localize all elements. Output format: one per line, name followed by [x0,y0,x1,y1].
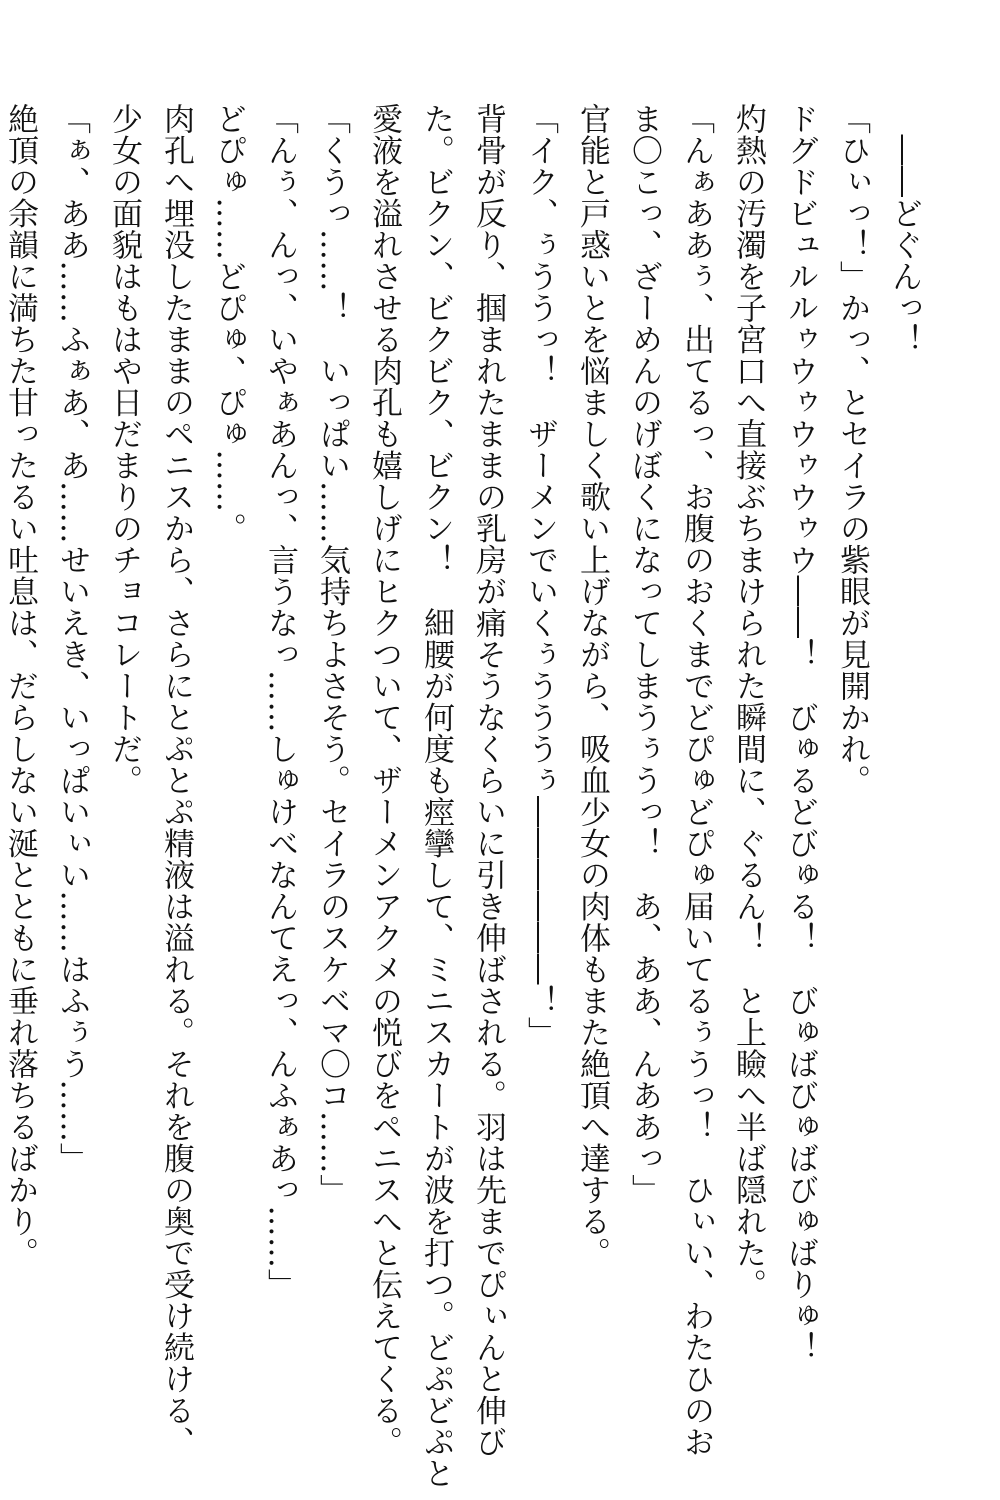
text-line: 「んぅ、んっ、いやぁあんっ、言うなっ……しゅけべなんてえっ、んふぁあっ……」 [262,103,298,1300]
text-line: 少女の面貌はもはや日だまりのチョコレートだ。 [106,103,142,796]
text-line: た。ビクン、ビクビク、ビクン！ 細腰が何度も痙攣して、ミニスカートが波を打つ。どぷどぷと [418,103,454,1489]
text-line: ――どぐんっ！ [886,103,922,355]
text-line: 背骨が反り、掴まれたままの乳房が痛そうなくらいに引き伸ばされる。羽は先までぴぃんと伸び [470,103,506,1458]
text-line: 灼熱の汚濁を子宮口へ直接ぶちまけられた瞬間に、ぐるん！ と上瞼へ半ば隠れた。 [730,103,766,1300]
text-line: 「ひぃっ！」かっ、とセイラの紫眼が見開かれ。 [834,103,870,796]
text-line: ドグドビュルルゥウゥウゥウゥウ――！ びゅるどびゅる！ びゅばびゅばびゅばりゅ！ [782,103,818,1363]
vertical-text-body [0,103,930,1489]
text-line: 「ぁ、ああ……ふぁあ、あ……せいえき、いっぱいぃい……はふぅう……」 [54,103,90,1174]
text-line: 「イク、ぅううっ！ ザーメンでいくぅうううぅ――――――！」 [522,103,558,1048]
text-line: 肉孔へ埋没したままのペニスから、さらにとぷとぷ精液は溢れる。それを腹の奥で受け続ける、 [158,103,194,1458]
text-line: 官能と戸惑いとを悩ましく歌い上げながら、吸血少女の肉体もまた絶頂へ達する。 [574,103,610,1269]
text-line: 「くうっ……！ いっぱい……気持ちよさそう。セイラのスケベマ〇コ……」 [314,103,350,1206]
text-line: どぴゅ……どぴゅ、ぴゅ……。 [210,103,246,544]
text-line: 愛液を溢れさせる肉孔も嬉しげにヒクついて、ザーメンアクメの悦びをペニスへと伝えてくる。 [366,103,402,1458]
text-line: 「んぁああぅ、出てるっ、お腹のおくまでどぴゅどぴゅ届いてるぅうっ！ ひぃい、わたひのお [678,103,714,1458]
text-line: 絶頂の余韻に満ちた甘ったるい吐息は、だらしない涎とともに垂れ落ちるばかり。 [2,103,38,1269]
text-line: ま〇こっ、ざーめんのげぼくになってしまうぅうっ！ あ、ああ、んああっ」 [626,103,662,1206]
